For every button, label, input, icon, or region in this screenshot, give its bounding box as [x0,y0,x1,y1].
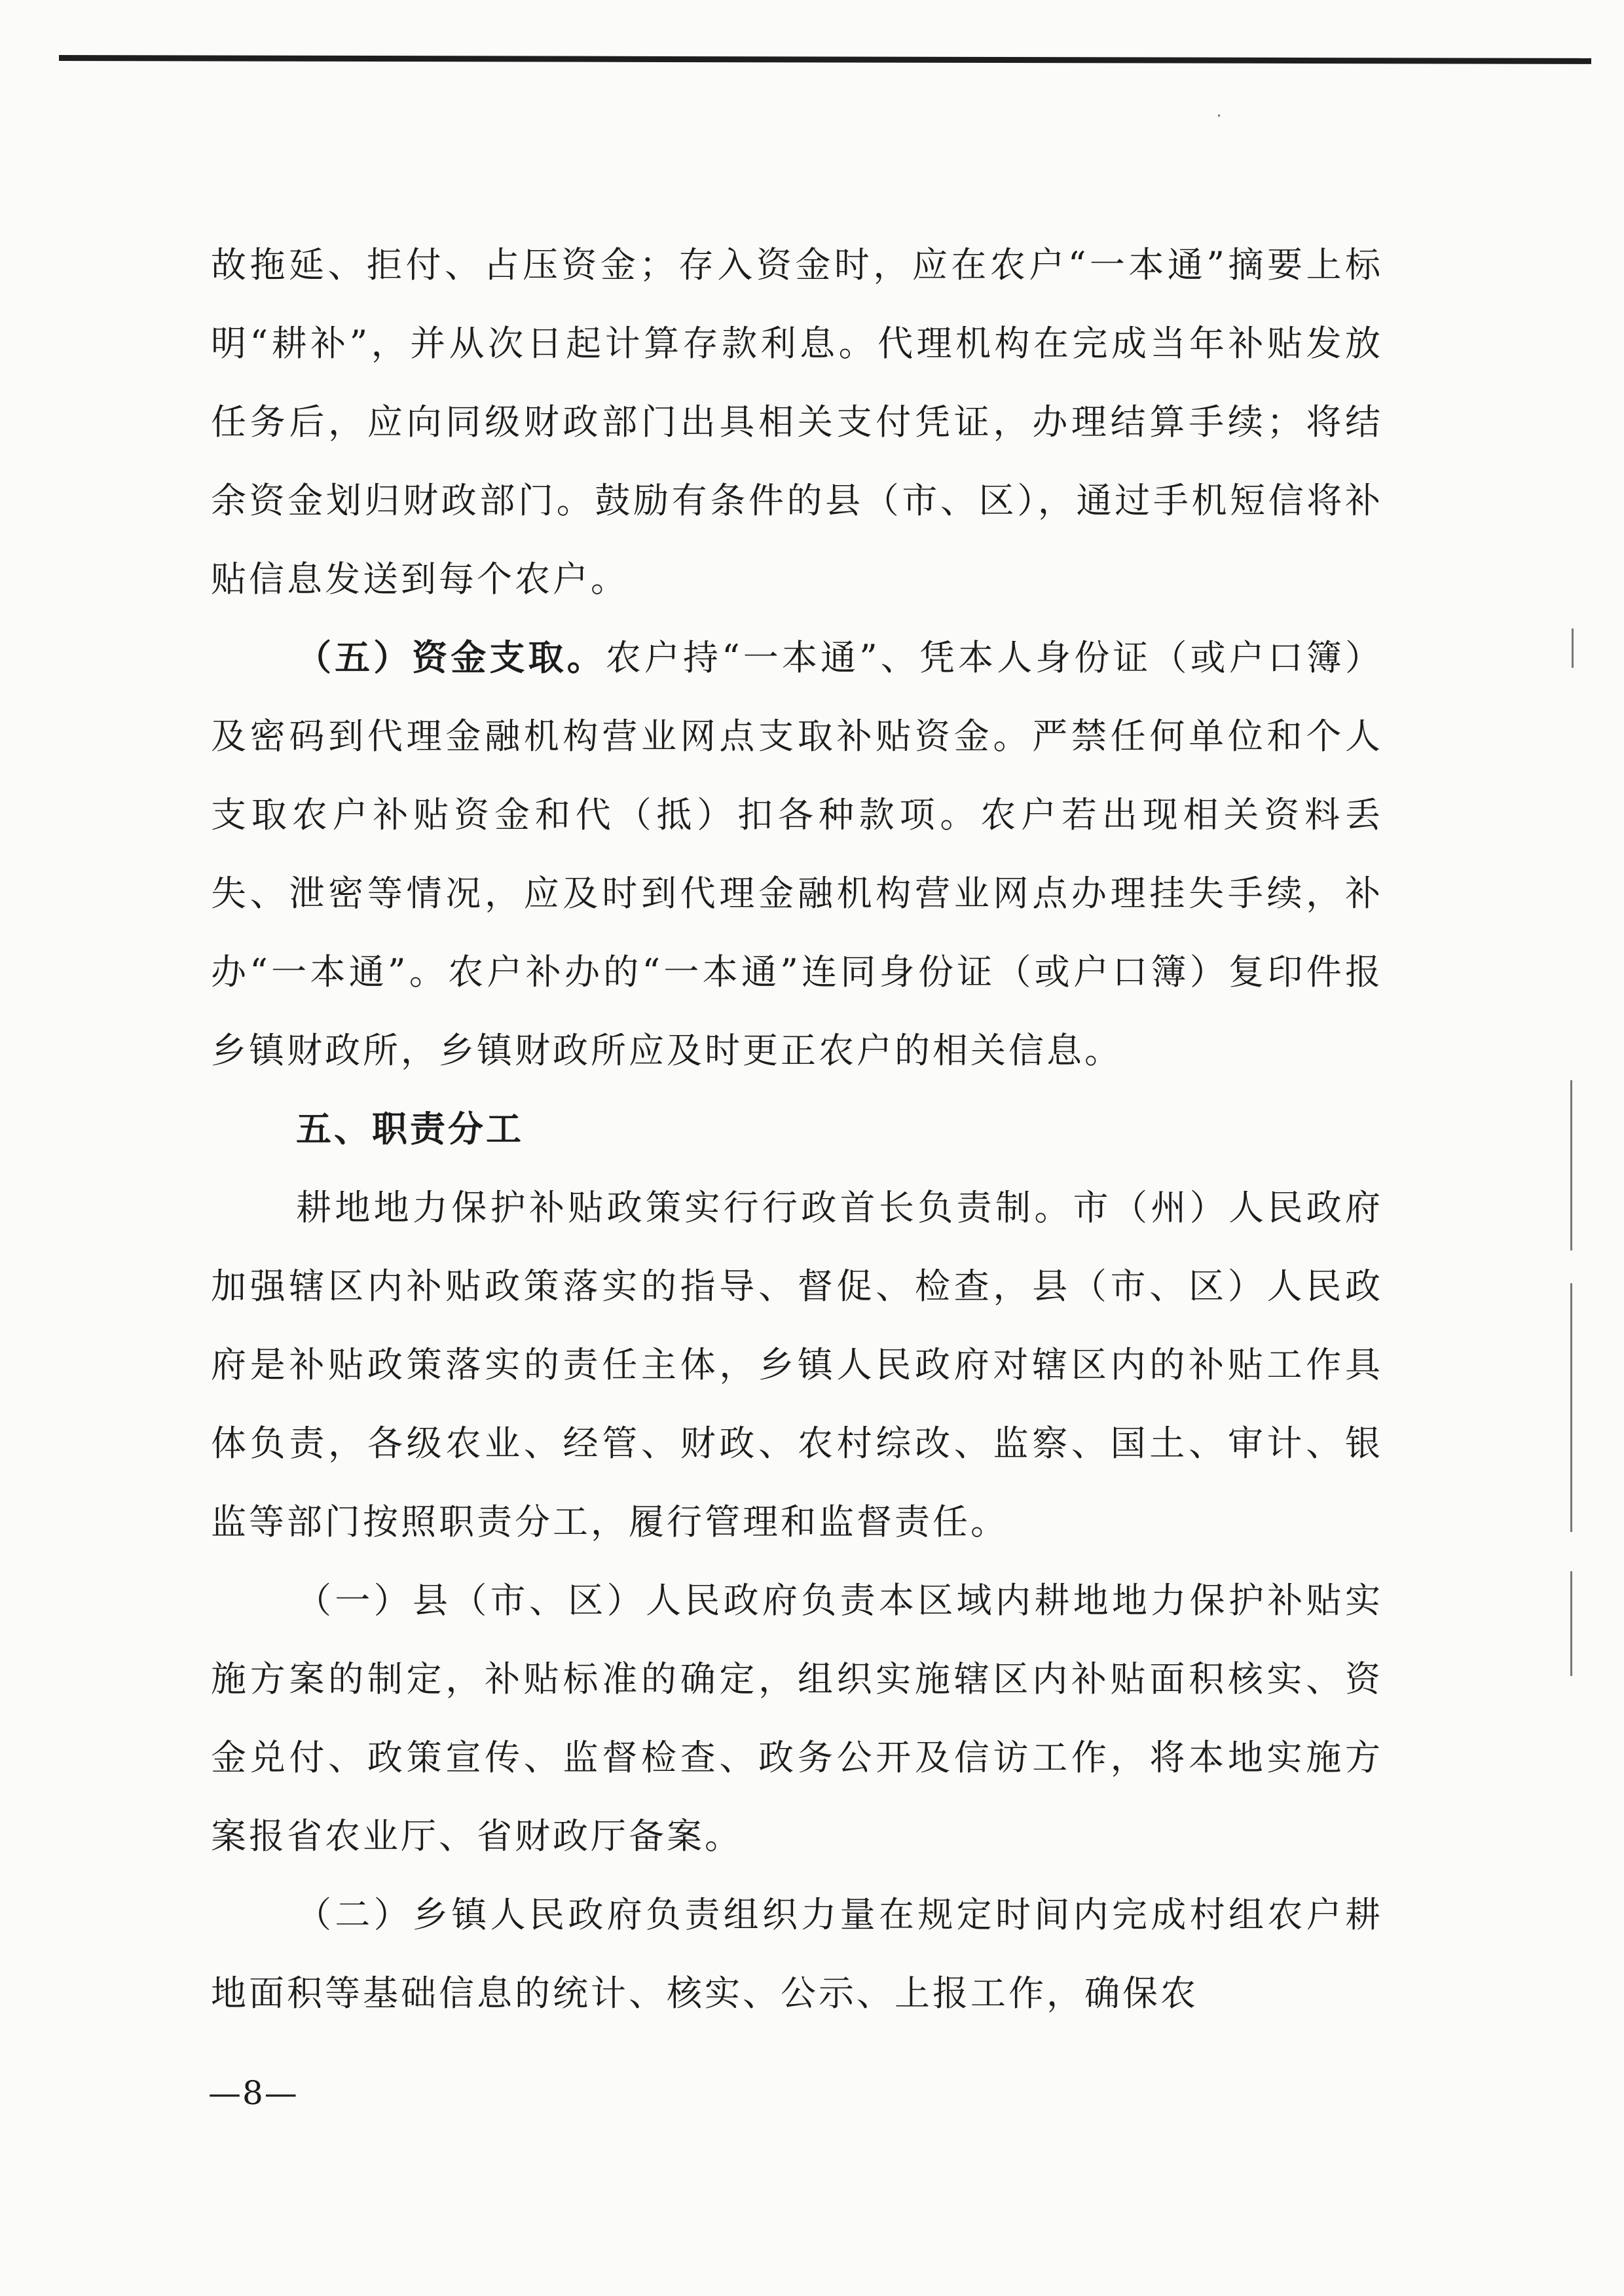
paragraph-township-duties: （二）乡镇人民政府负责组织力量在规定时间内完成村组农户耕地面积等基础信息的统计、核实、公示、上报工作，确保农 [211,1894,1383,2014]
scan-edge-mark [1570,1283,1572,1532]
section-body-fund-withdrawal: 农户持“一本通”、凭本人身份证（或户口簿）及密码到代理金融机构营业网点支取补贴资金。严禁任何单位和个人支取农户补贴资金和代（抵）扣各种款项。农户若出现相关资料丢失、泄密等情况，应及时到代理金融机构营业网点办理挂失手续，补办“一本通”。农户补办的“一本通”连同身份证（或户口簿）复印件报乡镇财政所，乡镇财政所应及时更正农户的相关信息。 [211,637,1383,1071]
document-body [211,226,1383,2033]
scan-edge-mark [1218,115,1220,117]
header-rule [59,55,1591,64]
paragraph-responsibility-system: 耕地地力保护补贴政策实行行政首长负责制。市（州）人民政府加强辖区内补贴政策落实的指导、督促、检查，县（市、区）人民政府是补贴政策落实的责任主体，乡镇人民政府对辖区内的补贴工作具体负责，各级农业、经管、财政、农村综改、监察、国土、审计、银监等部门按照职责分工，履行管理和监督责任。 [211,1187,1383,1542]
paragraph-fund-withdrawal [211,619,1383,1090]
paragraph-fund-deposit: 故拖延、拒付、占压资金；存入资金时，应在农户“一本通”摘要上标明“耕补”，并从次日起计算存款利息。代理机构在完成当年补贴发放任务后，应向同级财政部门出具相关支付凭证，办理结算手续；将结余资金划归财政部门。鼓励有条件的县（市、区），通过手机短信将补贴信息发送到每个农户。 [211,244,1383,600]
scan-edge-mark [1570,1080,1572,1250]
section-heading-responsibilities: 五、职责分工 [296,1108,524,1150]
scan-edge-mark [1570,1571,1572,1676]
page-number: —8— [208,2074,299,2112]
section-lead-fund-withdrawal: （五）资金支取。 [296,637,606,678]
paragraph-county-duties: （一）县（市、区）人民政府负责本区域内耕地地力保护补贴实施方案的制定，补贴标准的确定，组织实施辖区内补贴面积核实、资金兑付、政策宣传、监督检查、政务公开及信访工作，将本地实施方案报省农业厅、省财政厅备案。 [211,1580,1383,1857]
scan-edge-mark [1572,629,1574,668]
